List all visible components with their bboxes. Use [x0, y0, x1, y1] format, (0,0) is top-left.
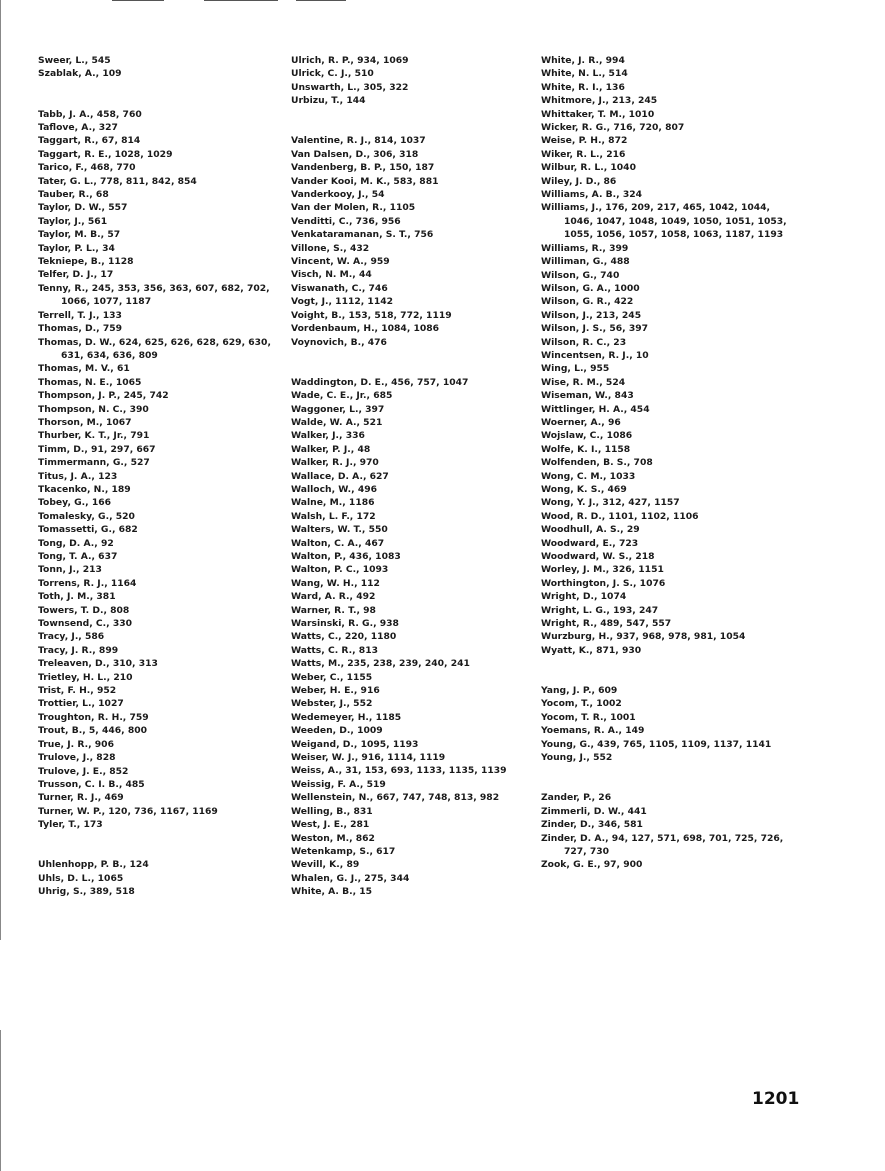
index-entry: White, A. B., 15 [291, 886, 373, 898]
index-entry: Valentine, R. J., 814, 1037 [291, 135, 426, 147]
index-entry: Uhrig, S., 389, 518 [38, 886, 135, 898]
index-entry: Weigand, D., 1095, 1193 [291, 738, 419, 750]
index-entry: Thomas, D. W., 624, 625, 626, 628, 629, 630, 631, 634, 636, 809 [38, 336, 271, 361]
index-entry: Tauber, R., 68 [38, 189, 109, 201]
section-gap [541, 778, 791, 791]
index-entry: Treleaven, D., 310, 313 [38, 658, 158, 670]
index-entry: Wiseman, W., 843 [541, 390, 634, 402]
index-entry: Toth, J. M., 381 [38, 591, 116, 603]
index-entry: West, J. E., 281 [291, 819, 370, 831]
index-entry: Weissig, F. A., 519 [291, 778, 386, 790]
index-entry: Weiser, W. J., 916, 1114, 1119 [291, 752, 446, 764]
index-entry: Wallace, D. A., 627 [291, 470, 389, 482]
index-column-1 [38, 54, 288, 899]
index-entry: Tekniepe, B., 1128 [38, 256, 134, 268]
index-entry: Welling, B., 831 [291, 805, 373, 817]
index-column-2 [291, 54, 541, 899]
index-entry: Titus, J. A., 123 [38, 470, 118, 482]
index-entry: Thompson, J. P., 245, 742 [38, 390, 169, 402]
index-entry: Walloch, W., 496 [291, 483, 378, 495]
index-entry: Thorson, M., 1067 [38, 416, 132, 428]
index-entry: Weber, C., 1155 [291, 671, 373, 683]
index-entry: Taylor, M. B., 57 [38, 229, 121, 241]
index-entry: Wilson, G. A., 1000 [541, 282, 640, 294]
index-entry: Young, J., 552 [541, 752, 613, 764]
index-entry: Venkataramanan, S. T., 756 [291, 229, 434, 241]
index-entry: Wicker, R. G., 716, 720, 807 [541, 122, 685, 134]
index-entry: Wittlinger, H. A., 454 [541, 403, 650, 415]
index-entry: Wilson, R. C., 23 [541, 336, 627, 348]
index-entry: Trist, F. H., 952 [38, 685, 117, 697]
section-gap [541, 765, 791, 778]
index-entry: Trusson, C. I. B., 485 [38, 778, 145, 790]
section-gap [541, 671, 791, 684]
index-entry: Wise, R. M., 524 [541, 376, 626, 388]
index-entry: Tomalesky, G., 520 [38, 510, 135, 522]
index-entry: Tabb, J. A., 458, 760 [38, 108, 142, 120]
index-entry: Zook, G. E., 97, 900 [541, 859, 643, 871]
index-entry: Tonn, J., 213 [38, 564, 102, 576]
index-entry: Venditti, C., 736, 956 [291, 215, 401, 227]
index-entry: Wood, R. D., 1101, 1102, 1106 [541, 510, 699, 522]
index-entry: Tomassetti, G., 682 [38, 524, 138, 536]
index-entry: Wetenkamp, S., 617 [291, 845, 396, 857]
index-entry: Wevill, K., 89 [291, 859, 360, 871]
index-entry: Yocom, T. R., 1001 [541, 711, 636, 723]
index-entry: Weise, P. H., 872 [541, 135, 628, 147]
index-entry: Van Dalsen, D., 306, 318 [291, 148, 419, 160]
index-entry: Williman, G., 488 [541, 256, 630, 268]
index-entry: Walters, W. T., 550 [291, 524, 388, 536]
index-entry: Whittaker, T. M., 1010 [541, 108, 655, 120]
index-entry: Thurber, K. T., Jr., 791 [38, 430, 150, 442]
index-entry: Vandenberg, B. P., 150, 187 [291, 162, 435, 174]
index-entry: Wellenstein, N., 667, 747, 748, 813, 982 [291, 792, 500, 804]
index-entry: Weber, H. E., 916 [291, 685, 380, 697]
index-entry: Tong, D. A., 92 [38, 537, 114, 549]
index-entry: Wurzburg, H., 937, 968, 978, 981, 1054 [541, 631, 746, 643]
index-entry: Wiley, J. D., 86 [541, 175, 617, 187]
section-gap [291, 349, 541, 362]
index-entry: Telfer, D. J., 17 [38, 269, 114, 281]
index-entry: Trietley, H. L., 210 [38, 671, 133, 683]
index-entry: Timmermann, G., 527 [38, 457, 150, 469]
index-entry: Trulove, J. E., 852 [38, 765, 129, 777]
index-entry: Woodhull, A. S., 29 [541, 524, 640, 536]
index-entry: Watts, C., 220, 1180 [291, 631, 397, 643]
index-entry: Taylor, D. W., 557 [38, 202, 128, 214]
section-gap [38, 81, 288, 94]
top-rule-middle [204, 0, 278, 1]
index-entry: Warner, R. T., 98 [291, 604, 376, 616]
index-entry: Worthington, J. S., 1076 [541, 577, 666, 589]
index-entry: Taggart, R., 67, 814 [38, 135, 141, 147]
index-entry: Thomas, N. E., 1065 [38, 376, 142, 388]
index-entry: White, R. I., 136 [541, 81, 625, 93]
index-entry: Warsinski, R. G., 938 [291, 618, 399, 629]
index-entry: Wilson, G. R., 422 [541, 296, 634, 308]
index-entry: Yocom, T., 1002 [541, 698, 622, 710]
section-gap [291, 362, 541, 375]
index-entry: Walton, P. C., 1093 [291, 564, 389, 576]
index-entry: Villone, S., 432 [291, 242, 370, 254]
index-column-3 [541, 54, 791, 872]
index-entry: Thomas, M. V., 61 [38, 363, 130, 375]
index-entry: Terrell, T. J., 133 [38, 309, 122, 321]
top-rule-right [296, 0, 346, 1]
index-entry: Taggart, R. E., 1028, 1029 [38, 148, 173, 160]
index-entry: Wyatt, K., 871, 930 [541, 644, 642, 656]
index-entry: Taflove, A., 327 [38, 122, 118, 133]
section-gap [291, 108, 541, 121]
index-entry: Waddington, D. E., 456, 757, 1047 [291, 376, 469, 388]
section-gap [541, 657, 791, 670]
index-entry: Wing, L., 955 [541, 363, 610, 375]
index-entry: Wright, L. G., 193, 247 [541, 604, 659, 616]
index-entry: Wong, C. M., 1033 [541, 470, 636, 482]
index-entry: Tarico, F., 468, 770 [38, 162, 136, 174]
page-edge-top [0, 0, 1, 940]
index-entry: Walker, P. J., 48 [291, 443, 371, 455]
index-entry: Watts, C. R., 813 [291, 644, 378, 656]
index-entry: Wedemeyer, H., 1185 [291, 711, 402, 723]
index-entry: Tyler, T., 173 [38, 819, 103, 831]
index-entry: Vanderkooy, J., 54 [291, 189, 385, 201]
index-entry: True, J. R., 906 [38, 738, 114, 750]
index-entry: Townsend, C., 330 [38, 618, 132, 630]
index-entry: White, J. R., 994 [541, 55, 625, 66]
top-rule-left [112, 0, 164, 1]
index-entry: Whalen, G. J., 275, 344 [291, 872, 410, 884]
index-entry: Zimmerli, D. W., 441 [541, 805, 647, 817]
index-entry: Wilson, J. S., 56, 397 [541, 323, 648, 335]
index-entry: Yang, J. P., 609 [541, 685, 618, 697]
index-entry: Wilson, G., 740 [541, 269, 620, 281]
index-entry: Wincentsen, R. J., 10 [541, 349, 649, 361]
index-entry: Taylor, P. L., 34 [38, 242, 115, 254]
index-entry: Williams, R., 399 [541, 242, 629, 254]
index-entry: Zander, P., 26 [541, 792, 612, 804]
index-entry: Wang, W. H., 112 [291, 577, 380, 589]
section-gap [291, 121, 541, 134]
index-entry: Waggoner, L., 397 [291, 403, 385, 415]
index-entry: Ulrick, C. J., 510 [291, 68, 374, 80]
index-entry: Turner, W. P., 120, 736, 1167, 1169 [38, 805, 218, 817]
index-entry: Vander Kooi, M. K., 583, 881 [291, 175, 439, 187]
index-entry: Voynovich, B., 476 [291, 336, 387, 348]
index-entry: Woodward, E., 723 [541, 537, 639, 549]
index-entry: Zinder, D. A., 94, 127, 571, 698, 701, 725, 726, 727, 730 [541, 832, 784, 857]
index-entry: Torrens, R. J., 1164 [38, 577, 137, 589]
index-entry: Szablak, A., 109 [38, 68, 122, 80]
index-entry: Towers, T. D., 808 [38, 604, 130, 616]
index-entry: Tkacenko, N., 189 [38, 483, 131, 495]
index-entry: Walne, M., 1186 [291, 497, 375, 509]
index-entry: Weiss, A., 31, 153, 693, 1133, 1135, 1139 [291, 765, 507, 777]
index-entry: Ulrich, R. P., 934, 1069 [291, 55, 409, 66]
index-entry: Tracy, J. R., 899 [38, 644, 119, 656]
index-entry: Walton, P., 436, 1083 [291, 550, 401, 562]
index-entry: Urbizu, T., 144 [291, 95, 366, 107]
index-entry: Wright, R., 489, 547, 557 [541, 618, 672, 630]
index-entry: Wilbur, R. L., 1040 [541, 162, 636, 174]
index-entry: Trulove, J., 828 [38, 752, 116, 764]
section-gap [38, 845, 288, 858]
index-entry: Weston, M., 862 [291, 832, 375, 844]
index-entry: Wilson, J., 213, 245 [541, 309, 642, 321]
index-entry: Sweer, L., 545 [38, 55, 111, 66]
index-entry: Walsh, L. F., 172 [291, 510, 376, 522]
index-entry: Vordenbaum, H., 1084, 1086 [291, 323, 440, 335]
index-entry: Trottier, L., 1027 [38, 698, 124, 710]
index-entry: Walker, R. J., 970 [291, 457, 379, 469]
index-entry: Watts, M., 235, 238, 239, 240, 241 [291, 658, 470, 670]
index-entry: Wong, Y. J., 312, 427, 1157 [541, 497, 680, 509]
index-entry: Troughton, R. H., 759 [38, 711, 149, 723]
index-entry: Uhls, D. L., 1065 [38, 872, 124, 884]
index-entry: Woodward, W. S., 218 [541, 551, 655, 563]
index-entry: Tobey, G., 166 [38, 497, 112, 509]
index-entry: Worley, J. M., 326, 1151 [541, 564, 664, 576]
index-entry: Walde, W. A., 521 [291, 416, 383, 428]
index-entry: Wojslaw, C., 1086 [541, 430, 633, 442]
index-entry: Tong, T. A., 637 [38, 551, 118, 562]
index-entry: Visch, N. M., 44 [291, 269, 372, 281]
index-entry: Ward, A. R., 492 [291, 591, 376, 603]
index-entry: Webster, J., 552 [291, 698, 373, 710]
index-entry: Yoemans, R. A., 149 [541, 725, 645, 737]
index-entry: Wade, C. E., Jr., 685 [291, 390, 393, 402]
index-entry: Thompson, N. C., 390 [38, 403, 149, 415]
index-entry: Young, G., 439, 765, 1105, 1109, 1137, 1141 [541, 738, 772, 750]
index-entry: Wright, D., 1074 [541, 591, 627, 603]
index-entry: Williams, J., 176, 209, 217, 465, 1042, 1044, 1046, 1047, 1048, 1049, 1050, 1051, 1053, 1055, 1056, 1057, 1058, 1063, 1187, 1193 [541, 202, 787, 241]
index-entry: Van der Molen, R., 1105 [291, 202, 416, 214]
index-entry: Weeden, D., 1009 [291, 725, 383, 737]
index-entry: Voight, B., 153, 518, 772, 1119 [291, 309, 452, 321]
index-entry: White, N. L., 514 [541, 68, 628, 80]
index-entry: Walton, C. A., 467 [291, 537, 385, 549]
index-entry: Uhlenhopp, P. B., 124 [38, 859, 149, 871]
index-entry: Vogt, J., 1112, 1142 [291, 296, 394, 308]
section-gap [38, 94, 288, 107]
index-entry: Williams, A. B., 324 [541, 189, 642, 201]
index-entry: Zinder, D., 346, 581 [541, 819, 643, 831]
section-gap [38, 832, 288, 845]
index-entry: Tenny, R., 245, 353, 356, 363, 607, 682, 702, 1066, 1077, 1187 [38, 282, 270, 308]
index-entry: Thomas, D., 759 [38, 323, 123, 335]
index-entry: Taylor, J., 561 [38, 215, 108, 227]
index-entry: Unswarth, L., 305, 322 [291, 81, 409, 93]
index-entry: Vincent, W. A., 959 [291, 256, 390, 268]
index-entry: Whitmore, J., 213, 245 [541, 95, 658, 107]
index-entry: Turner, R. J., 469 [38, 792, 124, 804]
index-entry: Woerner, A., 96 [541, 416, 621, 428]
index-entry: Wong, K. S., 469 [541, 484, 627, 495]
index-entry: Trout, B., 5, 446, 800 [38, 725, 148, 737]
index-entry: Wolfenden, B. S., 708 [541, 457, 653, 469]
index-entry: Tracy, J., 586 [38, 631, 105, 643]
index-entry: Wiker, R. L., 216 [541, 148, 626, 160]
page-number: 1201 [752, 1089, 800, 1109]
index-entry: Walker, J., 336 [291, 430, 365, 442]
index-entry: Timm, D., 91, 297, 667 [38, 443, 156, 455]
index-entry: Tater, G. L., 778, 811, 842, 854 [38, 175, 197, 187]
index-entry: Wolfe, K. I., 1158 [541, 443, 631, 455]
page-edge-bottom [0, 1030, 1, 1171]
index-entry: Viswanath, C., 746 [291, 282, 388, 294]
